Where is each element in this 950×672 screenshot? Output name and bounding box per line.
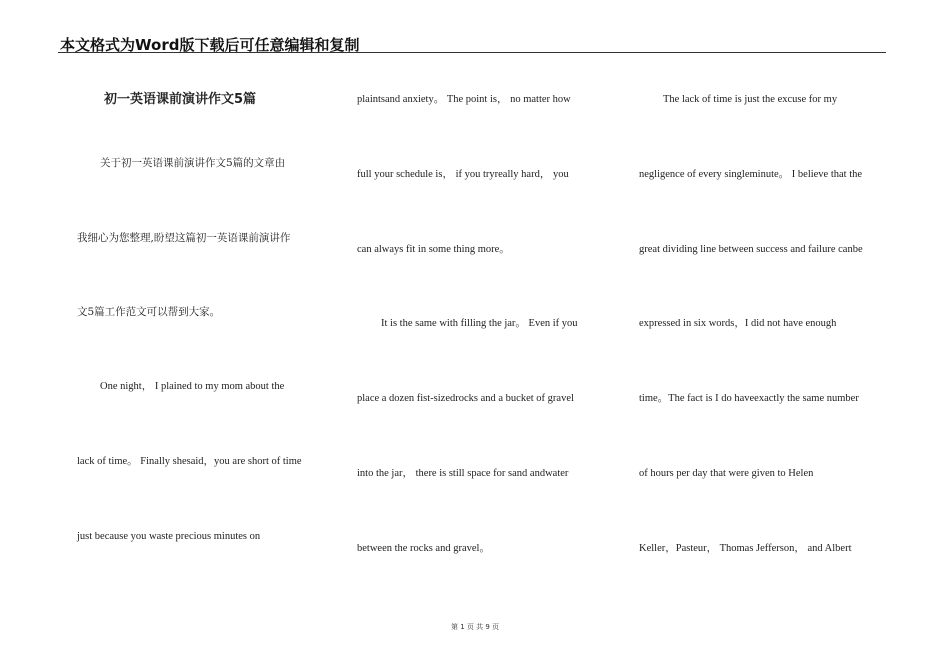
- text-line: can always fit in some thing more。: [357, 244, 510, 255]
- header-divider: [58, 52, 886, 53]
- text-line: great dividing line between success and failure canbe: [639, 244, 863, 255]
- text-line: 我细心为您整理,盼望这篇初一英语课前演讲作: [77, 232, 291, 244]
- text-line: The lack of time is just the excuse for my: [663, 94, 838, 105]
- text-line: of hours per day that were given to Helen: [639, 468, 814, 479]
- text-line: It is the same with filling the jar。 Even if you: [381, 318, 578, 329]
- text-line: 文5篇工作范文可以帮到大家。: [77, 306, 221, 318]
- text-line: between the rocks and gravel。: [357, 543, 490, 554]
- document-header-title: 本文格式为Word版下载后可任意编辑和复制: [60, 36, 360, 54]
- text-line: into the jar， there is still space for sand andwater: [357, 468, 569, 479]
- text-line: place a dozen fist-sizedrocks and a bucket of gravel: [357, 393, 574, 404]
- text-line: Keller，Pasteur， Thomas Jefferson， and Albert: [639, 543, 852, 554]
- text-line: full your schedule is， if you tryreally hard， you: [357, 169, 569, 180]
- text-line: expressed in six words，I did not have enough: [639, 318, 837, 329]
- article-title: 初一英语课前演讲作文5篇: [104, 92, 257, 107]
- text-line: negligence of every singleminute。 I believe that the: [639, 169, 863, 180]
- text-line: lack of time。 Finally shesaid，you are short of time: [77, 456, 302, 467]
- text-line: just because you waste precious minutes on: [77, 531, 261, 542]
- text-line: One night， I plained to my mom about the: [100, 381, 285, 392]
- text-line: 关于初一英语课前演讲作文5篇的文章由: [100, 157, 286, 169]
- text-line: time。The fact is I do haveexactly the same number: [639, 393, 859, 404]
- text-line: plaintsand anxiety。 The point is， no matter how: [357, 94, 571, 105]
- page-number: 第 1 页 共 9 页: [450, 623, 500, 631]
